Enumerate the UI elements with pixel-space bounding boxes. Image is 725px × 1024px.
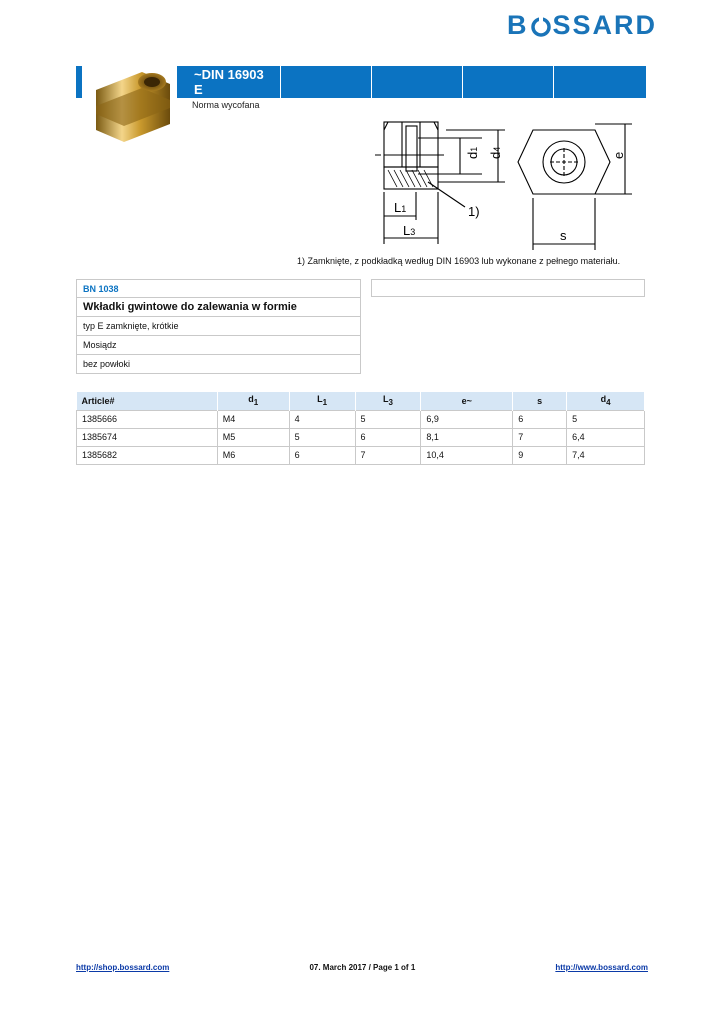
product-heading: Wkładki gwintowe do zalewania w formie <box>76 298 361 317</box>
label-d1: d1 <box>465 146 480 159</box>
product-info-box <box>76 279 361 374</box>
empty-info-box <box>371 279 645 297</box>
logo-letters-ssard: SSARD <box>552 9 658 40</box>
label-e: e <box>611 151 626 159</box>
logo-o-mark-icon <box>530 14 552 36</box>
article-table <box>76 392 645 465</box>
col-l3: $L_3$ <box>355 392 421 410</box>
cell-d1: M5 <box>217 428 289 446</box>
header-bar <box>190 66 646 98</box>
page-footer <box>76 963 648 972</box>
cell-s: 9 <box>513 446 567 464</box>
cell-e: 8,1 <box>421 428 513 446</box>
technical-drawing <box>370 112 645 252</box>
col-d4: $d_4$ <box>567 392 645 410</box>
bossard-logo <box>507 9 658 40</box>
col-l1: $L_1$ <box>289 392 355 410</box>
col-e: e~ <box>421 392 513 410</box>
cell-d4: 6,4 <box>567 428 645 446</box>
norm-status: Norma wycofana <box>192 100 260 110</box>
label-note-ref: 1) <box>468 204 480 219</box>
table-row <box>77 428 645 446</box>
label-l1: L1 <box>394 200 407 215</box>
brass-insert-photo <box>82 62 177 147</box>
article-number: 1385674 <box>77 428 218 446</box>
cell-l1: 6 <box>289 446 355 464</box>
col-s: s <box>513 392 567 410</box>
article-number: 1385666 <box>77 410 218 428</box>
table-header-row <box>77 392 645 410</box>
cell-l3: 7 <box>355 446 421 464</box>
cell-l3: 5 <box>355 410 421 428</box>
header-cell <box>281 66 372 98</box>
cell-d4: 7,4 <box>567 446 645 464</box>
cell-l3: 6 <box>355 428 421 446</box>
label-d4: d4 <box>488 146 503 159</box>
header-cell <box>463 66 554 98</box>
col-article: Article# <box>77 392 218 410</box>
col-d1: $d_1$ <box>217 392 289 410</box>
cell-l1: 4 <box>289 410 355 428</box>
article-number: 1385682 <box>77 446 218 464</box>
cell-e: 6,9 <box>421 410 513 428</box>
product-coating: bez powłoki <box>76 355 361 374</box>
product-type: typ E zamknięte, krótkie <box>76 317 361 336</box>
table-row <box>77 410 645 428</box>
label-l3: L3 <box>403 223 416 238</box>
cell-l1: 5 <box>289 428 355 446</box>
table-row <box>77 446 645 464</box>
logo-letter-b: B <box>507 9 529 40</box>
cell-d1: M6 <box>217 446 289 464</box>
product-material: Mosiądz <box>76 336 361 355</box>
shop-link[interactable]: http://shop.bossard.com <box>76 963 170 972</box>
website-link[interactable]: http://www.bossard.com <box>555 963 648 972</box>
cell-d1: M4 <box>217 410 289 428</box>
drawing-footnote: 1) Zamknięte, z podkładką według DIN 16903 lub wykonane z pełnego materiału. <box>297 256 621 266</box>
cell-e: 10,4 <box>421 446 513 464</box>
header-cell <box>554 66 646 98</box>
cell-s: 6 <box>513 410 567 428</box>
label-s: s <box>560 228 567 243</box>
bn-number: BN 1038 <box>76 279 361 298</box>
date-page-info: 07. March 2017 / Page 1 of 1 <box>309 963 416 972</box>
product-title: ~DIN 16903 E <box>190 66 281 98</box>
cell-s: 7 <box>513 428 567 446</box>
cell-d4: 5 <box>567 410 645 428</box>
header-cell <box>372 66 463 98</box>
